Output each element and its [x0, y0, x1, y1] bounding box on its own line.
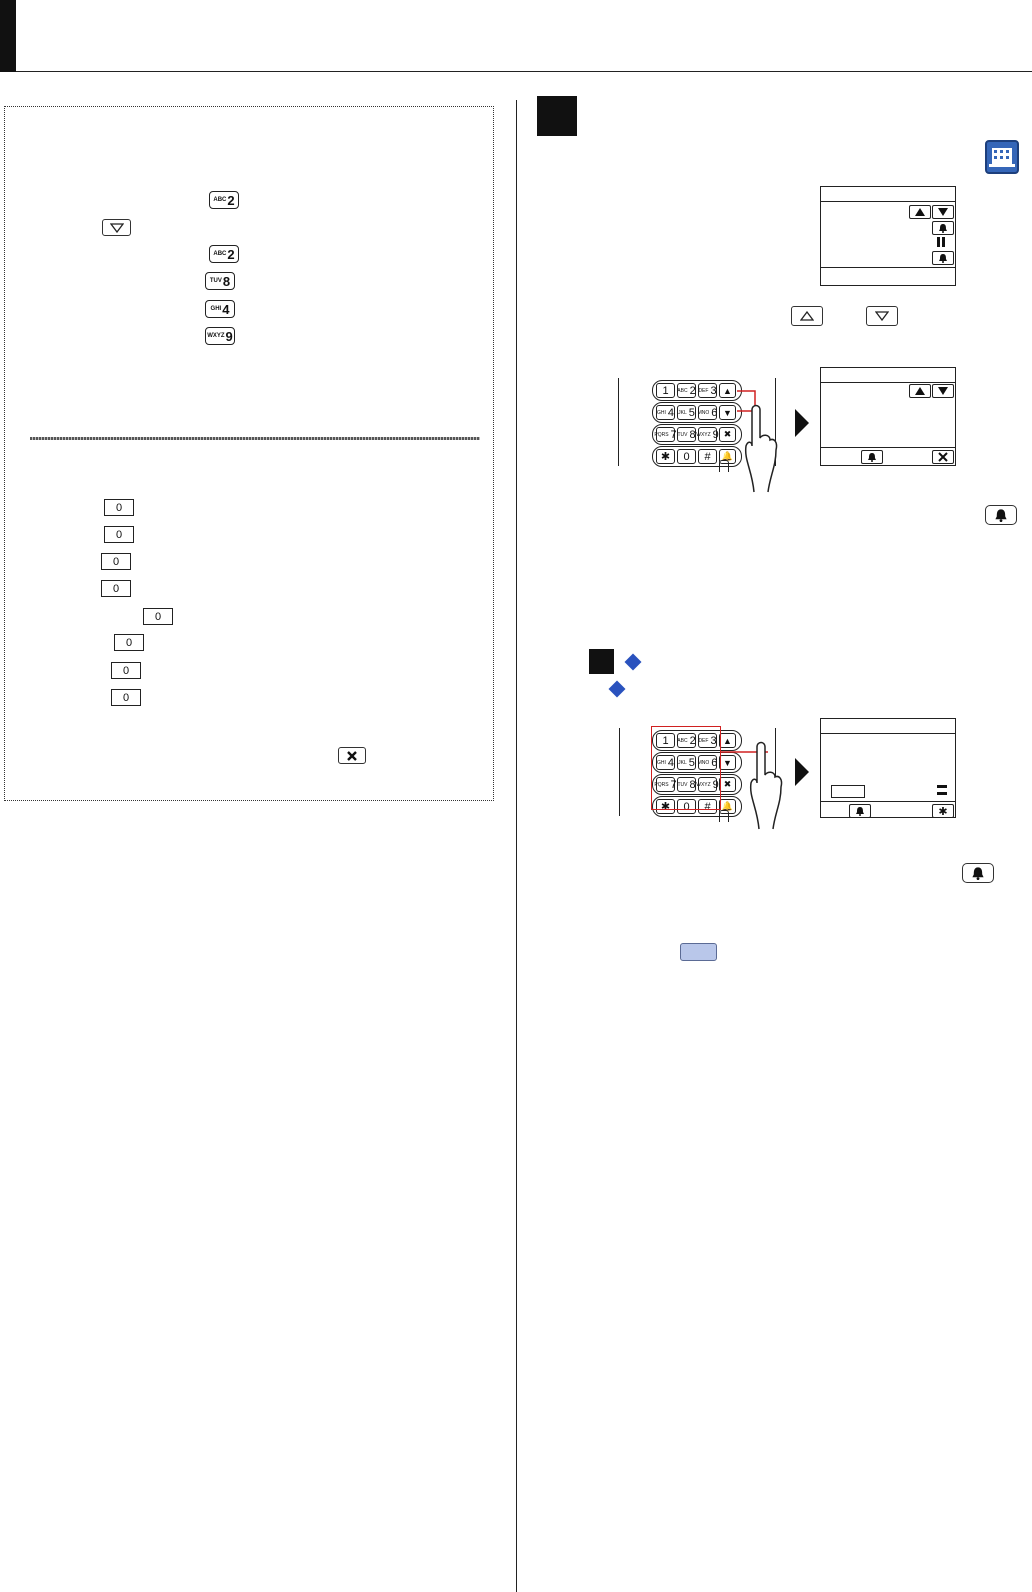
keypad-key: GHI 4 [657, 406, 675, 419]
highlight-box [651, 726, 721, 810]
down-arrow-icon [932, 384, 954, 398]
bell-icon [932, 251, 954, 265]
keypad-key: 1 [656, 733, 675, 748]
bell-key-icon [985, 505, 1017, 525]
keypad-key: DEF 3 [698, 384, 717, 397]
bell-icon [861, 450, 883, 464]
device-edge [618, 378, 619, 466]
keypad-key: ▲ [719, 733, 736, 748]
zero-key-box: 0 [104, 499, 134, 516]
keypad-key: ABC 2 [677, 734, 696, 747]
input-field-box [831, 785, 865, 798]
keypad [652, 380, 744, 470]
keypad-key: JKL 5 [678, 756, 695, 769]
keypad-key: ✖ [719, 777, 736, 792]
up-arrow-icon [909, 205, 931, 219]
lcd-screen-select [820, 367, 956, 466]
keypad-key: GHI 4 [657, 756, 675, 769]
mic-bracket-icon [719, 460, 729, 472]
step-marker [537, 96, 577, 136]
keypad-key: WXYZ 9 [696, 778, 719, 791]
key-9-icon: WXYZ 9 [205, 327, 235, 345]
keypad-key: ▼ [719, 755, 736, 770]
triangle-up-icon [791, 306, 823, 326]
column-divider [516, 100, 517, 1592]
keypad-key: WXYZ 9 [696, 428, 719, 441]
section-tab [0, 0, 16, 72]
keypad-key: ✱ [656, 449, 675, 464]
keypad-key: ▼ [719, 405, 736, 420]
keypad-key: ▲ [719, 383, 736, 398]
pause-icon [937, 237, 945, 247]
keypad-key: TUV 8 [677, 778, 696, 791]
zero-key-box: 0 [111, 689, 141, 706]
keypad-key: ABC 2 [677, 384, 696, 397]
lcd-screen-menu [820, 186, 956, 286]
key-2-icon: ABC 2 [209, 191, 239, 209]
triangle-down-icon [866, 306, 898, 326]
keypad-key: 0 [677, 799, 696, 814]
keypad-key: ✖ [719, 427, 736, 442]
down-arrow-icon [932, 205, 954, 219]
hand-icon [740, 400, 780, 495]
arrow-right-icon [795, 409, 809, 437]
key-4-icon: GHI 4 [205, 300, 235, 318]
lcd-screen-input [820, 718, 956, 818]
x-icon [338, 747, 366, 764]
star-icon: ✱ [932, 804, 954, 818]
keypad-key: PQRS 7 [654, 778, 677, 791]
arrow-right-icon [795, 758, 809, 786]
bell-icon [932, 221, 954, 235]
keypad-key: JKL 5 [678, 406, 695, 419]
keypad-key: 🔔 [719, 449, 736, 464]
close-icon [932, 450, 954, 464]
zero-key-box: 0 [101, 580, 131, 597]
zero-key-box: 0 [104, 526, 134, 543]
note-divider [30, 437, 480, 440]
blue-field-sample [680, 943, 717, 961]
menu-lines-icon [937, 785, 947, 795]
note-box [4, 106, 494, 801]
hand-icon [745, 737, 785, 832]
keypad-key: PQRS 7 [654, 428, 677, 441]
diamond-bullet-icon [609, 681, 626, 698]
keypad-key: ✱ [656, 799, 675, 814]
keypad-key: # [698, 449, 717, 464]
mic-bracket-icon [719, 810, 729, 822]
key-8-icon: TUV 8 [205, 272, 235, 290]
diamond-bullet-icon [625, 654, 642, 671]
zero-key-box: 0 [101, 553, 131, 570]
keypad-key: MNO 6 [697, 756, 718, 769]
building-icon [985, 140, 1019, 174]
sub-step-marker [589, 649, 614, 674]
keypad-key: 🔔 [719, 799, 736, 814]
zero-key-box: 0 [114, 634, 144, 651]
zero-key-box: 0 [111, 662, 141, 679]
keypad-key: # [698, 799, 717, 814]
bell-icon [849, 804, 871, 818]
zero-key-box: 0 [143, 608, 173, 625]
device-edge [619, 728, 620, 816]
keypad-key: 1 [656, 383, 675, 398]
bell-key-icon [962, 863, 994, 883]
header-rule [16, 71, 1032, 72]
keypad-key: 0 [677, 449, 696, 464]
up-arrow-icon [909, 384, 931, 398]
keypad-key: DEF 3 [698, 734, 717, 747]
triangle-down-icon [102, 219, 131, 236]
key-2-icon: ABC 2 [209, 245, 239, 263]
keypad-key: MNO 6 [697, 406, 718, 419]
keypad-key: TUV 8 [677, 428, 696, 441]
